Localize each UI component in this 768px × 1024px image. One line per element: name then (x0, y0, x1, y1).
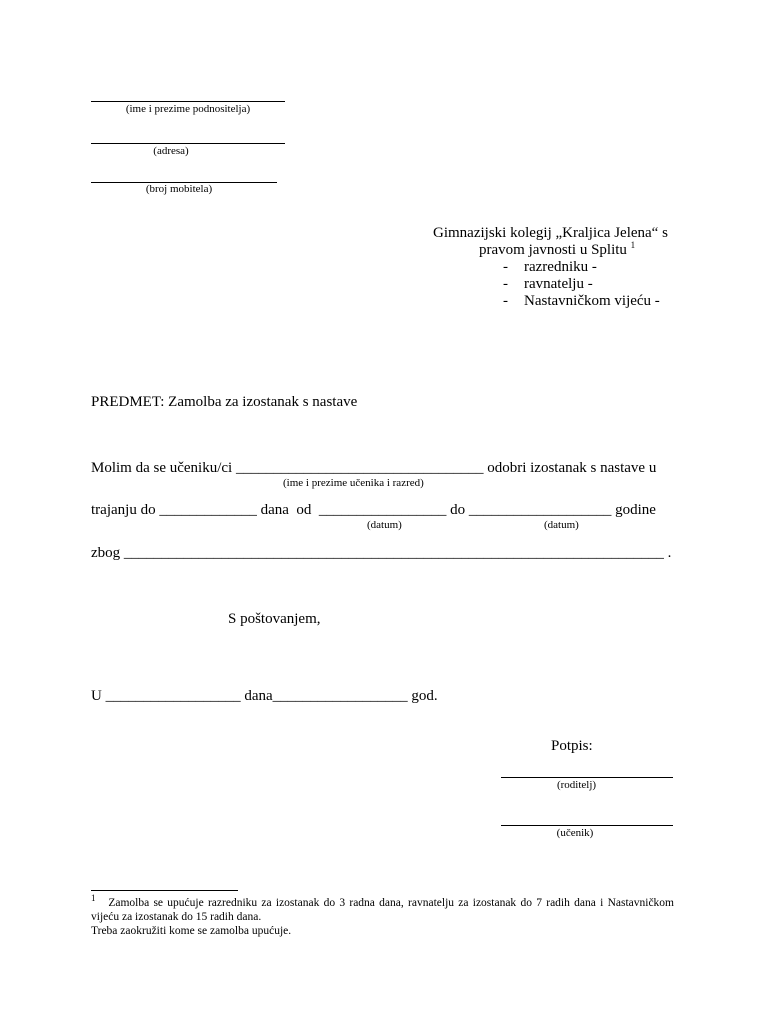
caption-student: (ime i prezime učenika i razred) (283, 477, 424, 489)
footnote-reference: 1 (630, 240, 636, 250)
applicant-name-caption: (ime i prezime podnositelja) (125, 103, 251, 115)
closing: S poštovanjem, (228, 611, 321, 627)
caption-date-to: (datum) (544, 519, 579, 531)
applicant-address-line (91, 143, 285, 144)
body-line3: zbog ________________________________________________________________________ . (91, 545, 672, 561)
applicant-phone-caption: (broj mobitela) (145, 183, 213, 195)
applicant-address-caption: (adresa) (153, 145, 189, 157)
applicant-name-line (91, 101, 285, 102)
footnote-note: Treba zaokružiti kome se zamolba upućuje. (91, 925, 292, 937)
caption-date-from: (datum) (367, 519, 402, 531)
recipient-line2: pravom javnosti u Splitu $^1$ (479, 240, 636, 258)
footnote-mark: 1 (91, 893, 96, 904)
recipient-option-razredniku: - razredniku - (503, 259, 597, 275)
recipient-option-vijecu: - Nastavničkom vijeću - (503, 293, 660, 309)
signature-student-line (501, 825, 673, 826)
subject-line: PREDMET: Zamolba za izostanak s nastave (91, 394, 358, 410)
signature-parent-caption: (roditelj) (556, 779, 597, 791)
recipient-option-ravnatelju: - ravnatelju - (503, 276, 593, 292)
body-line1: Molim da se učeniku/ci _________________________________ odobri izostanak s nastave u (91, 460, 657, 476)
signature-student-caption: (učenik) (556, 827, 594, 839)
footnote-rule (91, 890, 238, 891)
recipient-line1: Gimnazijski kolegij „Kraljica Jelena“ s (433, 225, 668, 241)
footnote-text: $^1$ Zamolba se upućuje razredniku za izostanak do 3 radna dana, ravnatelju za izostanak do 7 radih dana i Nastavničkom vijeću za izostanak do 15 radih dana. (91, 893, 675, 923)
place-date-line: U __________________ dana__________________ god. (91, 688, 438, 704)
body-line2: trajanju do _____________ dana od _________________ do ___________________ godine (91, 502, 656, 518)
signature-label: Potpis: (551, 738, 593, 754)
signature-parent-line (501, 777, 673, 778)
